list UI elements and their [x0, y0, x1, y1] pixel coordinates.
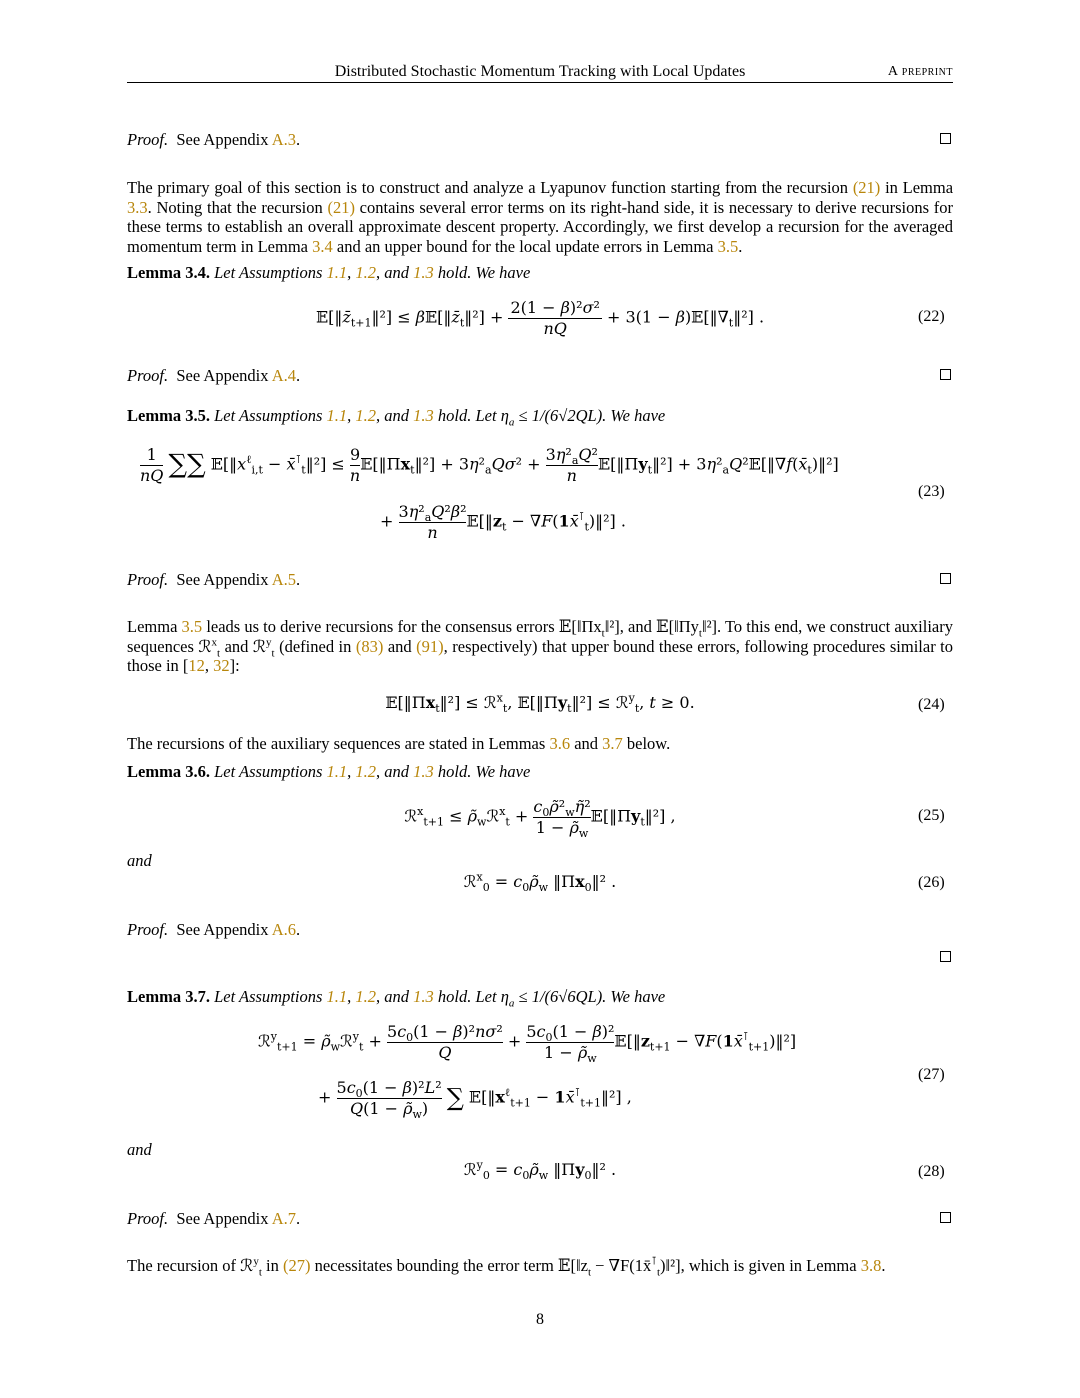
lemma-text: and	[384, 406, 410, 425]
proof-label: Proof.	[127, 366, 169, 385]
equation-27-line2: + $\frac{5c_0(1 - \beta)^2L^2}{Q(1 - \rhõ_w)}$ ∑ $𝔼[‖x^\ell_{t+1}$ − $1x̄^⊺_{t+1}‖^2$] ,	[318, 1078, 632, 1121]
para-text: below.	[626, 734, 671, 753]
ref-assumption-1-3[interactable]: 1.3	[413, 987, 434, 1006]
ref-cite-12[interactable]: 12	[188, 656, 205, 675]
intro-text: .	[738, 236, 743, 256]
lemma-text: Let Assumptions	[214, 987, 323, 1006]
qed-box	[940, 133, 951, 144]
proof-a4: Proof. See Appendix A.4.	[127, 366, 301, 385]
ref-eq83[interactable]: (83)	[355, 636, 384, 656]
proof-text: See Appendix	[176, 920, 269, 939]
equation-28: ℛ$^y_0$ = $c_0\rhõ_w$ $‖\Pi y_0‖^2$ .	[463, 1158, 617, 1183]
proof-text: See Appendix	[176, 130, 269, 149]
ref-lemma-3-4[interactable]: 3.4	[312, 236, 333, 256]
running-header	[127, 62, 953, 83]
final-paragraph: The recursion of ℛ$^y_t$ in (27) necessitates bounding the error term $𝔼[‖z_t$ − $\nabla F(1x̄^⊺_t)‖^2$], which is given in Lemma 3.8.	[127, 1255, 886, 1279]
proof-label: Proof.	[127, 130, 169, 149]
equation-24: $𝔼[‖\Pi x_t‖^2]$ ≤ ℛ$^x_t$, $𝔼[‖\Pi y_t‖^2]$ ≤ ℛ$^y_t$, t ≥ 0.	[385, 691, 695, 716]
equation-26: ℛ$^x_0$ = $c_0\rhõ_w$ $‖\Pi x_0‖^2$ .	[463, 870, 617, 895]
proof-a3: Proof. See Appendix A.3.	[127, 130, 301, 149]
ref-a7[interactable]: A.7	[271, 1209, 296, 1228]
para-text: in	[266, 1256, 279, 1275]
para-text: Lemma	[127, 617, 178, 636]
para-text: − ∇F(1x̄	[595, 1256, 652, 1275]
ref-eq21[interactable]: (21)	[852, 178, 881, 197]
intro-text: The primary goal of this section is to construct and analyze a Lyapunov function starting from the recursion	[127, 178, 849, 197]
consensus-paragraph: Lemma 3.5 leads us to derive recursions for the consensus errors $𝔼[‖\Pi x_t‖^2]$, and $𝔼[‖\Pi y_t‖^2]$. To this end, we construct auxiliary sequences ℛ$^x_t$ and ℛ$^y_t$ (defined in (83) and (91), respectively) that upper bound these errors, following procedures similar to those in [12, 32]:	[127, 617, 954, 675]
ref-assumption-1-3[interactable]: 1.3	[413, 762, 434, 781]
ref-lemma-3-5[interactable]: 3.5	[717, 236, 739, 256]
ref-assumption-1-1[interactable]: 1.1	[326, 263, 348, 282]
ref-lemma-3-8[interactable]: 3.8	[860, 1256, 882, 1275]
lemma-text: ≤ 1/(6√6QL). We have	[518, 987, 666, 1006]
proof-label: Proof.	[127, 570, 169, 589]
proof-label: Proof.	[127, 1209, 169, 1228]
lemma-3-6: Lemma 3.6. Let Assumptions 1.1, 1.2, and 1.3 hold. We have	[127, 762, 531, 781]
ref-lemma-3-6[interactable]: 3.6	[549, 734, 571, 753]
lemma-text: and	[384, 762, 410, 781]
ref-assumption-1-2[interactable]: 1.2	[355, 762, 377, 781]
equation-number: (23)	[918, 483, 945, 500]
equation-number: (24)	[918, 696, 945, 713]
para-text: leads us to derive recursions for the consensus errors 𝔼[‖Πx	[206, 617, 602, 636]
ref-a5[interactable]: A.5	[271, 570, 296, 589]
lemma-3-4: Lemma 3.4. Let Assumptions 1.1, 1.2, and 1.3 hold. We have	[127, 263, 531, 282]
ref-a4[interactable]: A.4	[271, 366, 296, 385]
ref-a3[interactable]: A.3	[271, 130, 296, 149]
equation-number: (22)	[918, 308, 945, 325]
ref-cite-32[interactable]: 32	[213, 656, 230, 675]
intro-paragraph	[127, 178, 953, 256]
intro-text: in Lemma	[885, 178, 954, 197]
ref-assumption-1-1[interactable]: 1.1	[326, 406, 348, 425]
para-text: The recursions of the auxiliary sequences are stated in Lemmas	[127, 734, 546, 753]
recursions-paragraph	[127, 734, 953, 754]
equation-23-line1: $\frac{1}{nQ}$ ∑∑ $𝔼[‖x^\ell_{i,t}$ − $x̄^⊺_t‖^2$] ≤ $\frac{9}{n}$ $𝔼[‖\Pi x_t‖^2] + 3\eta^2_aQ\sigma^2$ + $\frac{3\eta^2_aQ^2}{n}$ $𝔼[‖\Pi y_t‖^2]$ + $3\eta^2_aQ^2𝔼[‖\nabla f(x̄_t)‖^2]$	[140, 445, 839, 485]
intro-text: contains several error terms on its right-hand side, it is necessary to derive recursions for these terms to establish an overall approximate descent property. Accordingly, we first develop a recursion for the averaged momentum term in Lemma	[127, 197, 953, 256]
lemma-heading: Lemma 3.7.	[127, 987, 210, 1006]
lemma-heading: Lemma 3.4.	[127, 263, 210, 282]
lemma-text: Let Assumptions	[214, 406, 323, 425]
lemma-heading: Lemma 3.5.	[127, 406, 210, 425]
para-text: and	[387, 636, 412, 656]
para-text: ]:	[229, 656, 240, 675]
lemma-text: hold. We have	[437, 762, 531, 781]
proof-a5: Proof. See Appendix A.5.	[127, 570, 301, 589]
page-number: 8	[536, 1311, 544, 1328]
lemma-3-5: Lemma 3.5. Let Assumptions 1.1, 1.2, and 1.3 hold. Let $\eta_a \le 1/(6√2QL)$. We have	[127, 406, 666, 429]
ref-eq91[interactable]: (91)	[416, 636, 444, 656]
equation-number: (27)	[918, 1066, 945, 1083]
lemma-text: Let Assumptions	[214, 263, 323, 282]
and-label: and	[127, 1140, 152, 1159]
lemma-text: hold. Let η	[437, 987, 509, 1006]
para-text: .	[881, 1256, 886, 1275]
lemma-text: ≤ 1/(6√2QL). We have	[518, 406, 666, 425]
qed-box	[940, 951, 951, 962]
proof-a7: Proof. See Appendix A.7.	[127, 1209, 301, 1228]
para-text: (defined in	[279, 636, 352, 656]
header-title: Distributed Stochastic Momentum Tracking with Local Updates	[334, 63, 746, 80]
proof-text: See Appendix	[176, 570, 269, 589]
ref-a6[interactable]: A.6	[271, 920, 296, 939]
qed-box	[940, 369, 951, 380]
proof-text: See Appendix	[176, 1209, 269, 1228]
header-preprint: A preprint	[887, 64, 953, 79]
ref-assumption-1-1[interactable]: 1.1	[326, 762, 348, 781]
equation-number: (28)	[918, 1163, 945, 1180]
ref-eq27[interactable]: (27)	[282, 1256, 311, 1275]
lemma-text: hold. Let η	[437, 406, 509, 425]
ref-lemma-3-3[interactable]: 3.3	[127, 197, 148, 217]
equation-27-line1: ℛ$^y_{t+1}$ = $\rhõ_wℛ^y_t$ + $\frac{5c_0(1 - \beta)^2n\sigma^2}{Q}$ + $\frac{5c_0(1 - \beta)^2}{1 - \rhõ_w}$ $𝔼[‖z_{t+1}$ − $\nabla F(1x̄^⊺_{t+1})‖^2$]	[258, 1022, 797, 1065]
proof-label: Proof.	[127, 920, 169, 939]
ref-assumption-1-2[interactable]: 1.2	[355, 263, 377, 282]
lemma-text: Let Assumptions	[214, 762, 323, 781]
ref-assumption-1-3[interactable]: 1.3	[413, 263, 434, 282]
ref-assumption-1-2[interactable]: 1.2	[355, 987, 377, 1006]
and-label: and	[127, 851, 152, 870]
para-text: ‖²], and 𝔼[‖Πy	[604, 617, 699, 636]
para-text: , respectively) that upper bound these errors, following procedures similar to those in [	[127, 636, 954, 675]
equation-23-line2: + $\frac{3\eta^2_aQ^2\beta^2}{n}$ $𝔼[‖z_t$ − $\nabla F(1x̄^⊺_t)‖^2$] .	[380, 502, 626, 542]
lemma-heading: Lemma 3.6.	[127, 762, 210, 781]
ref-assumption-1-3[interactable]: 1.3	[413, 406, 434, 425]
intro-text: and an upper bound for the local update errors in Lemma	[336, 236, 714, 256]
equation-25: ℛ$^x_{t+1}$ ≤ $\rhõ_wℛ^x_t$ + $\frac{c_0\rhõ^2_w\etã^2}{1 - \rhõ_w}$ $𝔼[‖\Pi y_t‖^2]$ ,	[404, 797, 676, 840]
proof-text: See Appendix	[176, 366, 269, 385]
para-text: The recursion of ℛ	[127, 1256, 254, 1275]
para-text: and ℛ	[224, 636, 267, 656]
para-text: ‖²]. To this end, we construct auxiliary sequences ℛ	[127, 617, 954, 656]
proof-a6: Proof. See Appendix A.6.	[127, 920, 301, 939]
qed-box	[940, 573, 951, 584]
equation-number: (26)	[918, 874, 945, 891]
ref-eq21[interactable]: (21)	[327, 197, 355, 217]
lemma-text: and	[384, 987, 410, 1006]
equation-22: $𝔼[‖z̄_{t+1}‖^2]$ ≤ $\beta 𝔼[‖z̄_t‖^2]$ + $\frac{\text{2(1 − β)²σ²}}{nQ}$ + $3(1 - \beta)𝔼[‖\nablā_t‖^2]$ .	[315, 298, 765, 338]
lemma-3-7: Lemma 3.7. Let Assumptions 1.1, 1.2, and 1.3 hold. Let $\eta_a \le 1/(6√6QL)$. We have	[127, 987, 666, 1010]
para-text: )‖²], which is given in Lemma	[660, 1256, 857, 1275]
para-text: and	[574, 734, 599, 753]
ref-assumption-1-1[interactable]: 1.1	[326, 987, 348, 1006]
equation-number: (25)	[918, 807, 945, 824]
lemma-text: and	[384, 263, 410, 282]
ref-assumption-1-2[interactable]: 1.2	[355, 406, 377, 425]
ref-lemma-3-7[interactable]: 3.7	[602, 734, 623, 753]
intro-text: . Noting that the recursion	[147, 197, 323, 217]
lemma-text: hold. We have	[437, 263, 531, 282]
qed-box	[940, 1212, 951, 1223]
ref-lemma-3-5[interactable]: 3.5	[181, 617, 203, 636]
para-text: necessitates bounding the error term 𝔼[‖z	[314, 1256, 588, 1275]
